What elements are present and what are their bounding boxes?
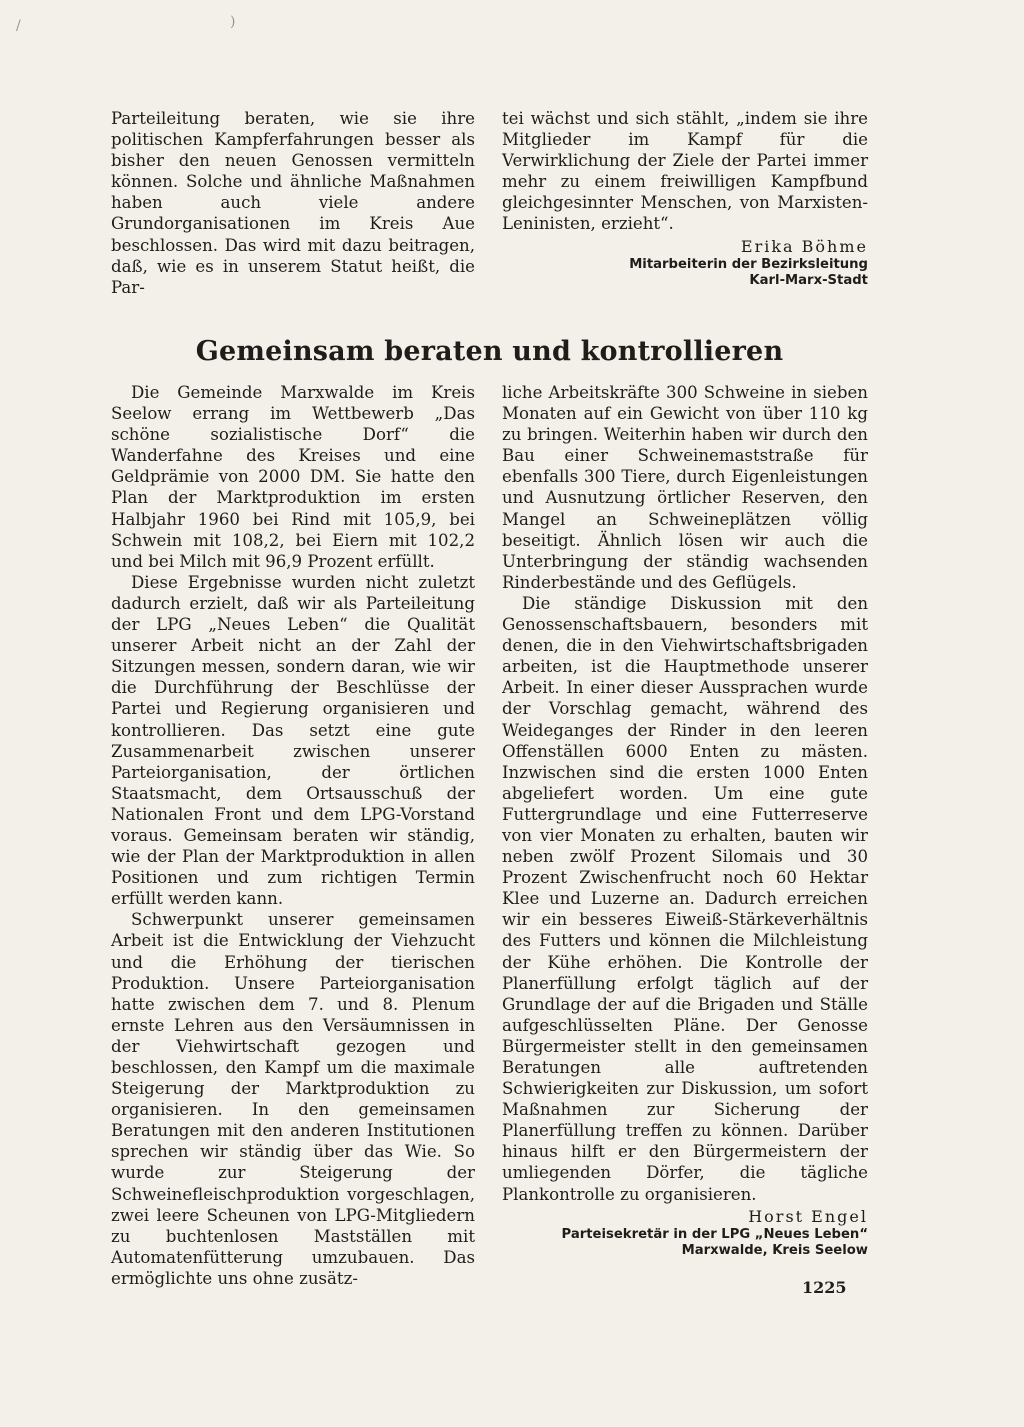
page-number: 1225 bbox=[802, 1278, 847, 1297]
paragraph: Die ständige Diskussion mit den Genossenschaftsbauern, besonders mit denen, die in den Viehwirtschaftsbrigaden arbeiten, ist die Hauptmethode unserer Arbeit. In einer dieser Aussprachen wurde der Vorschlag gemacht, während des Weideganges der Rinder in den leeren Offenställen 6000 Enten zu mästen. Inzwischen sind die ersten 1000 Enten abgeliefert worden. Um eine gute Futtergrundlage und eine Futterreserve von vier Monaten zu erhalten, bauten wir neben zwölf Prozent Silomais und 30 Prozent Zwischenfrucht noch 60 Hektar Klee und Luzerne an. Dadurch erreichen wir ein besseres Eiweiß-Stärkeverhältnis des Futters und können die Milchleistung der Kühe erhöhen. Die Kontrolle der Planerfüllung erfolgt täglich auf der Grundlage der auf die Brigaden und Ställe aufgeschlüsselten Pläne. Der Genosse Bürgermeister stellt in den gemeinsamen Beratungen alle auftretenden Schwierigkeiten zur Diskussion, um sofort Maßnahmen zur Sicherung der Planerfüllung treffen zu können. Darüber hinaus hilft er den Bürgermeistern der umliegenden Dörfer, die tägliche Plankontrolle zu organisieren. bbox=[502, 593, 868, 1204]
paragraph: tei wächst und sich stählt, „indem sie ihre Mitglieder im Kampf für die Verwirklichung der Ziele der Partei immer mehr zu einem freiwilligen Kampfbund gleichgesinnter Menschen, von Marxisten-Leninisten, erzieht“. bbox=[502, 109, 868, 234]
paragraph: Schwerpunkt unserer gemeinsamen Arbeit ist die Entwicklung der Viehzucht und die Erhöhung der tierischen Produktion. Unsere Parteiorganisation hatte zwischen dem 7. und 8. Plenum ernste Lehren aus den Versäumnissen in der Viehwirtschaft gezogen und beschlossen, den Kampf um die maximale Steigerung der Marktproduktion zu organisieren. In den gemeinsamen Beratungen mit den anderen Institutionen sprechen wir ständig über das Wie. So wurde zur Steigerung der Schweinefleischproduktion vorgeschlagen, zwei leere Scheunen von LPG-Mitgliedern zu buchtenlosen Mastställen mit Automatenfütterung umzubauen. Das ermöglichte uns ohne zusätz- bbox=[111, 910, 475, 1288]
article-headline: Gemeinsam beraten und kontrollieren bbox=[195, 336, 784, 367]
main-article-left-column bbox=[111, 382, 475, 1289]
paragraph: liche Arbeitskräfte 300 Schweine in sieben Monaten auf ein Gewicht von über 110 kg zu bringen. Weiterhin haben wir durch den Bau einer Schweinemaststraße für ebenfalls 300 Tiere, durch Eigenleistungen und Ausnutzung örtlicher Reserven, den Mangel an Schweineplätzen völlig beseitigt. Ähnlich lösen wir auch die Unterbringung der ständig wachsenden Rinderbestände und des Geflügels. bbox=[502, 383, 868, 592]
top-article-right-column bbox=[502, 108, 868, 289]
paragraph: Die Gemeinde Marxwalde im Kreis Seelow errang im Wettbewerb „Das schöne sozialistische Dorf“ die Wanderfahne des Kreises und eine Geldprämie von 2000 DM. Sie hatte den Plan der Marktproduktion im ersten Halbjahr 1960 bei Rind mit 105,9, bei Schwein mit 108,2, bei Eiern mit 102,2 und bei Milch mit 96,9 Prozent erfüllt. bbox=[111, 383, 475, 571]
paragraph: Parteileitung beraten, wie sie ihre politischen Kampferfahrungen besser als bisher den neuen Genossen vermitteln können. Solche und ähnliche Maßnahmen haben auch viele andere Grundorganisationen im Kreis Aue beschlossen. Das wird mit dazu beitragen, daß, wie es in unserem Statut heißt, die Par- bbox=[111, 109, 475, 297]
signature-role: Parteisekretär in der LPG „Neues Leben“ bbox=[561, 1226, 868, 1242]
scan-mark: ) bbox=[230, 14, 236, 30]
signature-name: Horst Engel bbox=[748, 1206, 868, 1226]
signature-role-location: Marxwalde, Kreis Seelow bbox=[681, 1242, 868, 1258]
signature-name: Erika Böhme bbox=[740, 236, 868, 256]
scan-mark: / bbox=[16, 18, 21, 34]
signature-role: Mitarbeiterin der Bezirksleitung bbox=[629, 256, 868, 272]
paragraph: Diese Ergebnisse wurden nicht zuletzt dadurch erzielt, daß wir als Parteileitung der LPG „Neues Leben“ die Qualität unserer Arbeit nicht an der Zahl der Sitzungen messen, sondern daran, wie wir die Durchführung der Beschlüsse der Partei und Regierung organisieren und kontrollieren. Das setzt eine gute Zusammenarbeit zwischen unserer Parteiorganisation, der örtlichen Staatsmacht, dem Ortsausschuß der Nationalen Front und dem LPG-Vorstand voraus. Gemeinsam beraten wir ständig, wie der Plan der Marktproduktion in allen Positionen und zum richtigen Termin erfüllt werden kann. bbox=[111, 572, 475, 909]
signature-role-location: Karl-Marx-Stadt bbox=[749, 272, 868, 288]
top-article-left-column bbox=[111, 108, 475, 298]
main-article-right-column bbox=[502, 382, 868, 1259]
